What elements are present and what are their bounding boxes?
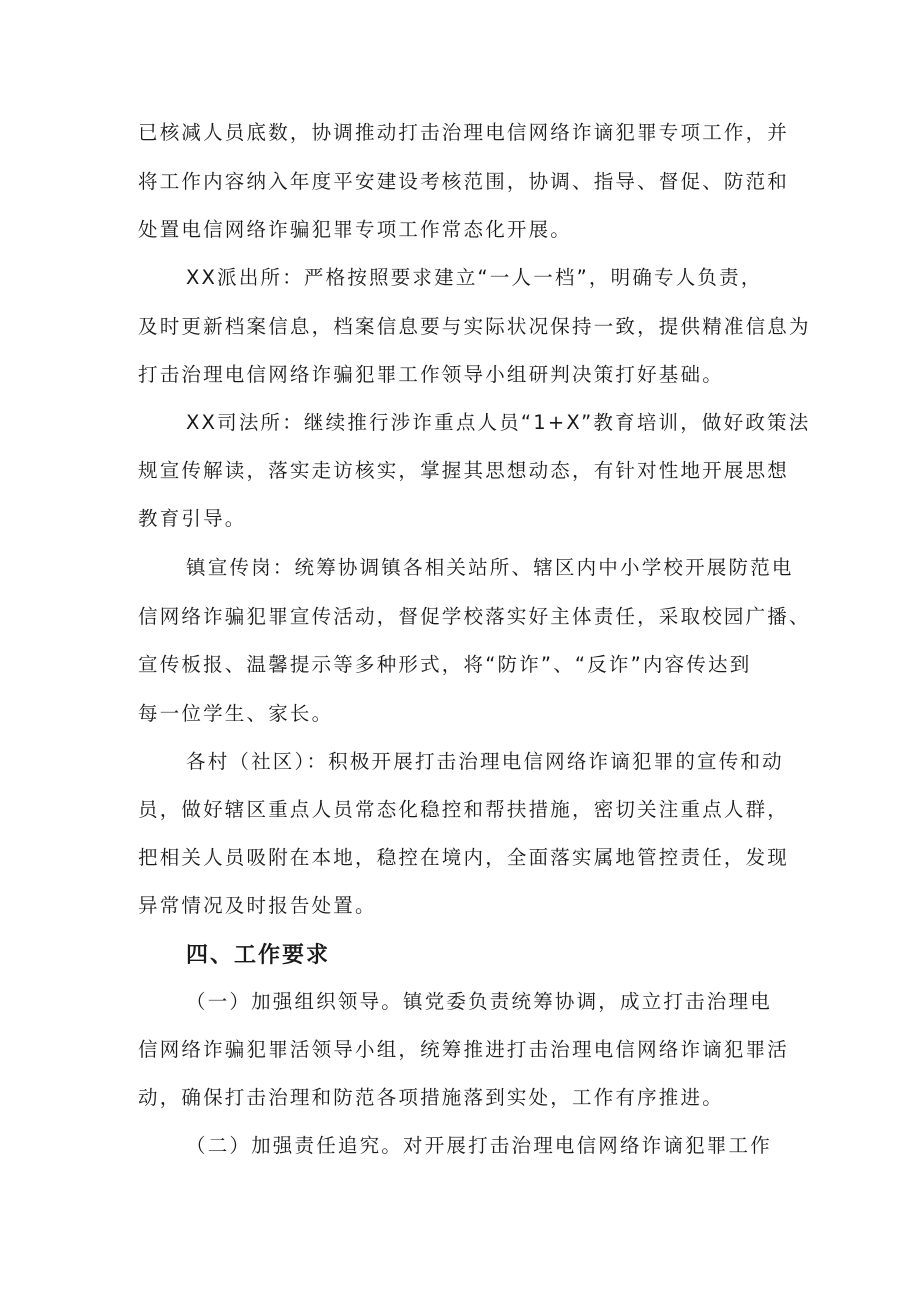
paragraph-line: 宣传板报、温馨提示等多种形式，将“防诈”、“反诈”内容传达到: [138, 653, 752, 676]
paragraph-line: 各村（社区）：积极开展打击治理电信网络诈谪犯罪的宣传和动: [186, 750, 784, 773]
paragraph-line: 动，确保打击治理和防范各项措施落到实处，工作有序推进。: [138, 1086, 724, 1109]
paragraph-line: 及时更新档案信息，档案信息要与实际状况保持一致，提供精准信息为: [138, 315, 811, 338]
paragraph-line: 信网络诈骗犯罪宣传活动，督促学校落实好主体责任，采取校园广播、: [138, 605, 811, 628]
paragraph-line: XX派出所：严格按照要求建立“一人一档”，明确专人负责，: [186, 266, 763, 289]
paragraph-line: 将工作内容纳入年度平安建设考核范围，协调、指导、督促、防范和: [138, 170, 790, 193]
paragraph-line: 把相关人员吸附在本地，稳控在境内，全面落实属地管控责任，发现: [138, 846, 790, 869]
paragraph-line: 处置电信网络诈骗犯罪专项工作常态化开展。: [138, 218, 573, 241]
paragraph-line: （二）加强责任追究。对开展打击治理电信网络诈谪犯罪工作: [186, 1134, 772, 1157]
paragraph-line: 信网络诈骗犯罪活领导小组，统筹推进打击治理电信网络诈谪犯罪活: [138, 1038, 790, 1061]
paragraph-line: 每一位学生、家长。: [138, 702, 334, 725]
paragraph-line: 员，做好辖区重点人员常态化稳控和帮扶措施，密切关注重点人群，: [138, 798, 790, 821]
paragraph-line: 已核减人员底数，协调推动打击治理电信网络诈谪犯罪专项工作，并: [138, 121, 790, 144]
section-heading: 四、工作要求: [186, 943, 331, 968]
paragraph-line: 异常情况及时报告处置。: [138, 894, 377, 917]
paragraph-line: 规宣传解读，落实走访核实，掌握其思想动态，有针对性地开展思想: [138, 459, 790, 482]
paragraph-line: 教育引导。: [138, 507, 247, 530]
paragraph-line: 镇宣传岗：统筹协调镇各相关站所、辖区内中小学校开展防范电: [186, 556, 794, 579]
paragraph-line: 打击治理电信网络诈骗犯罪工作领导小组研判决策打好基础。: [138, 363, 724, 386]
paragraph-line: （一）加强组织领导。镇党委负责统筹协调，成立打击治理电: [186, 990, 772, 1013]
paragraph-line: XX司法所：继续推行涉诈重点人员“1+X”教育培训，做好政策法: [186, 411, 811, 434]
